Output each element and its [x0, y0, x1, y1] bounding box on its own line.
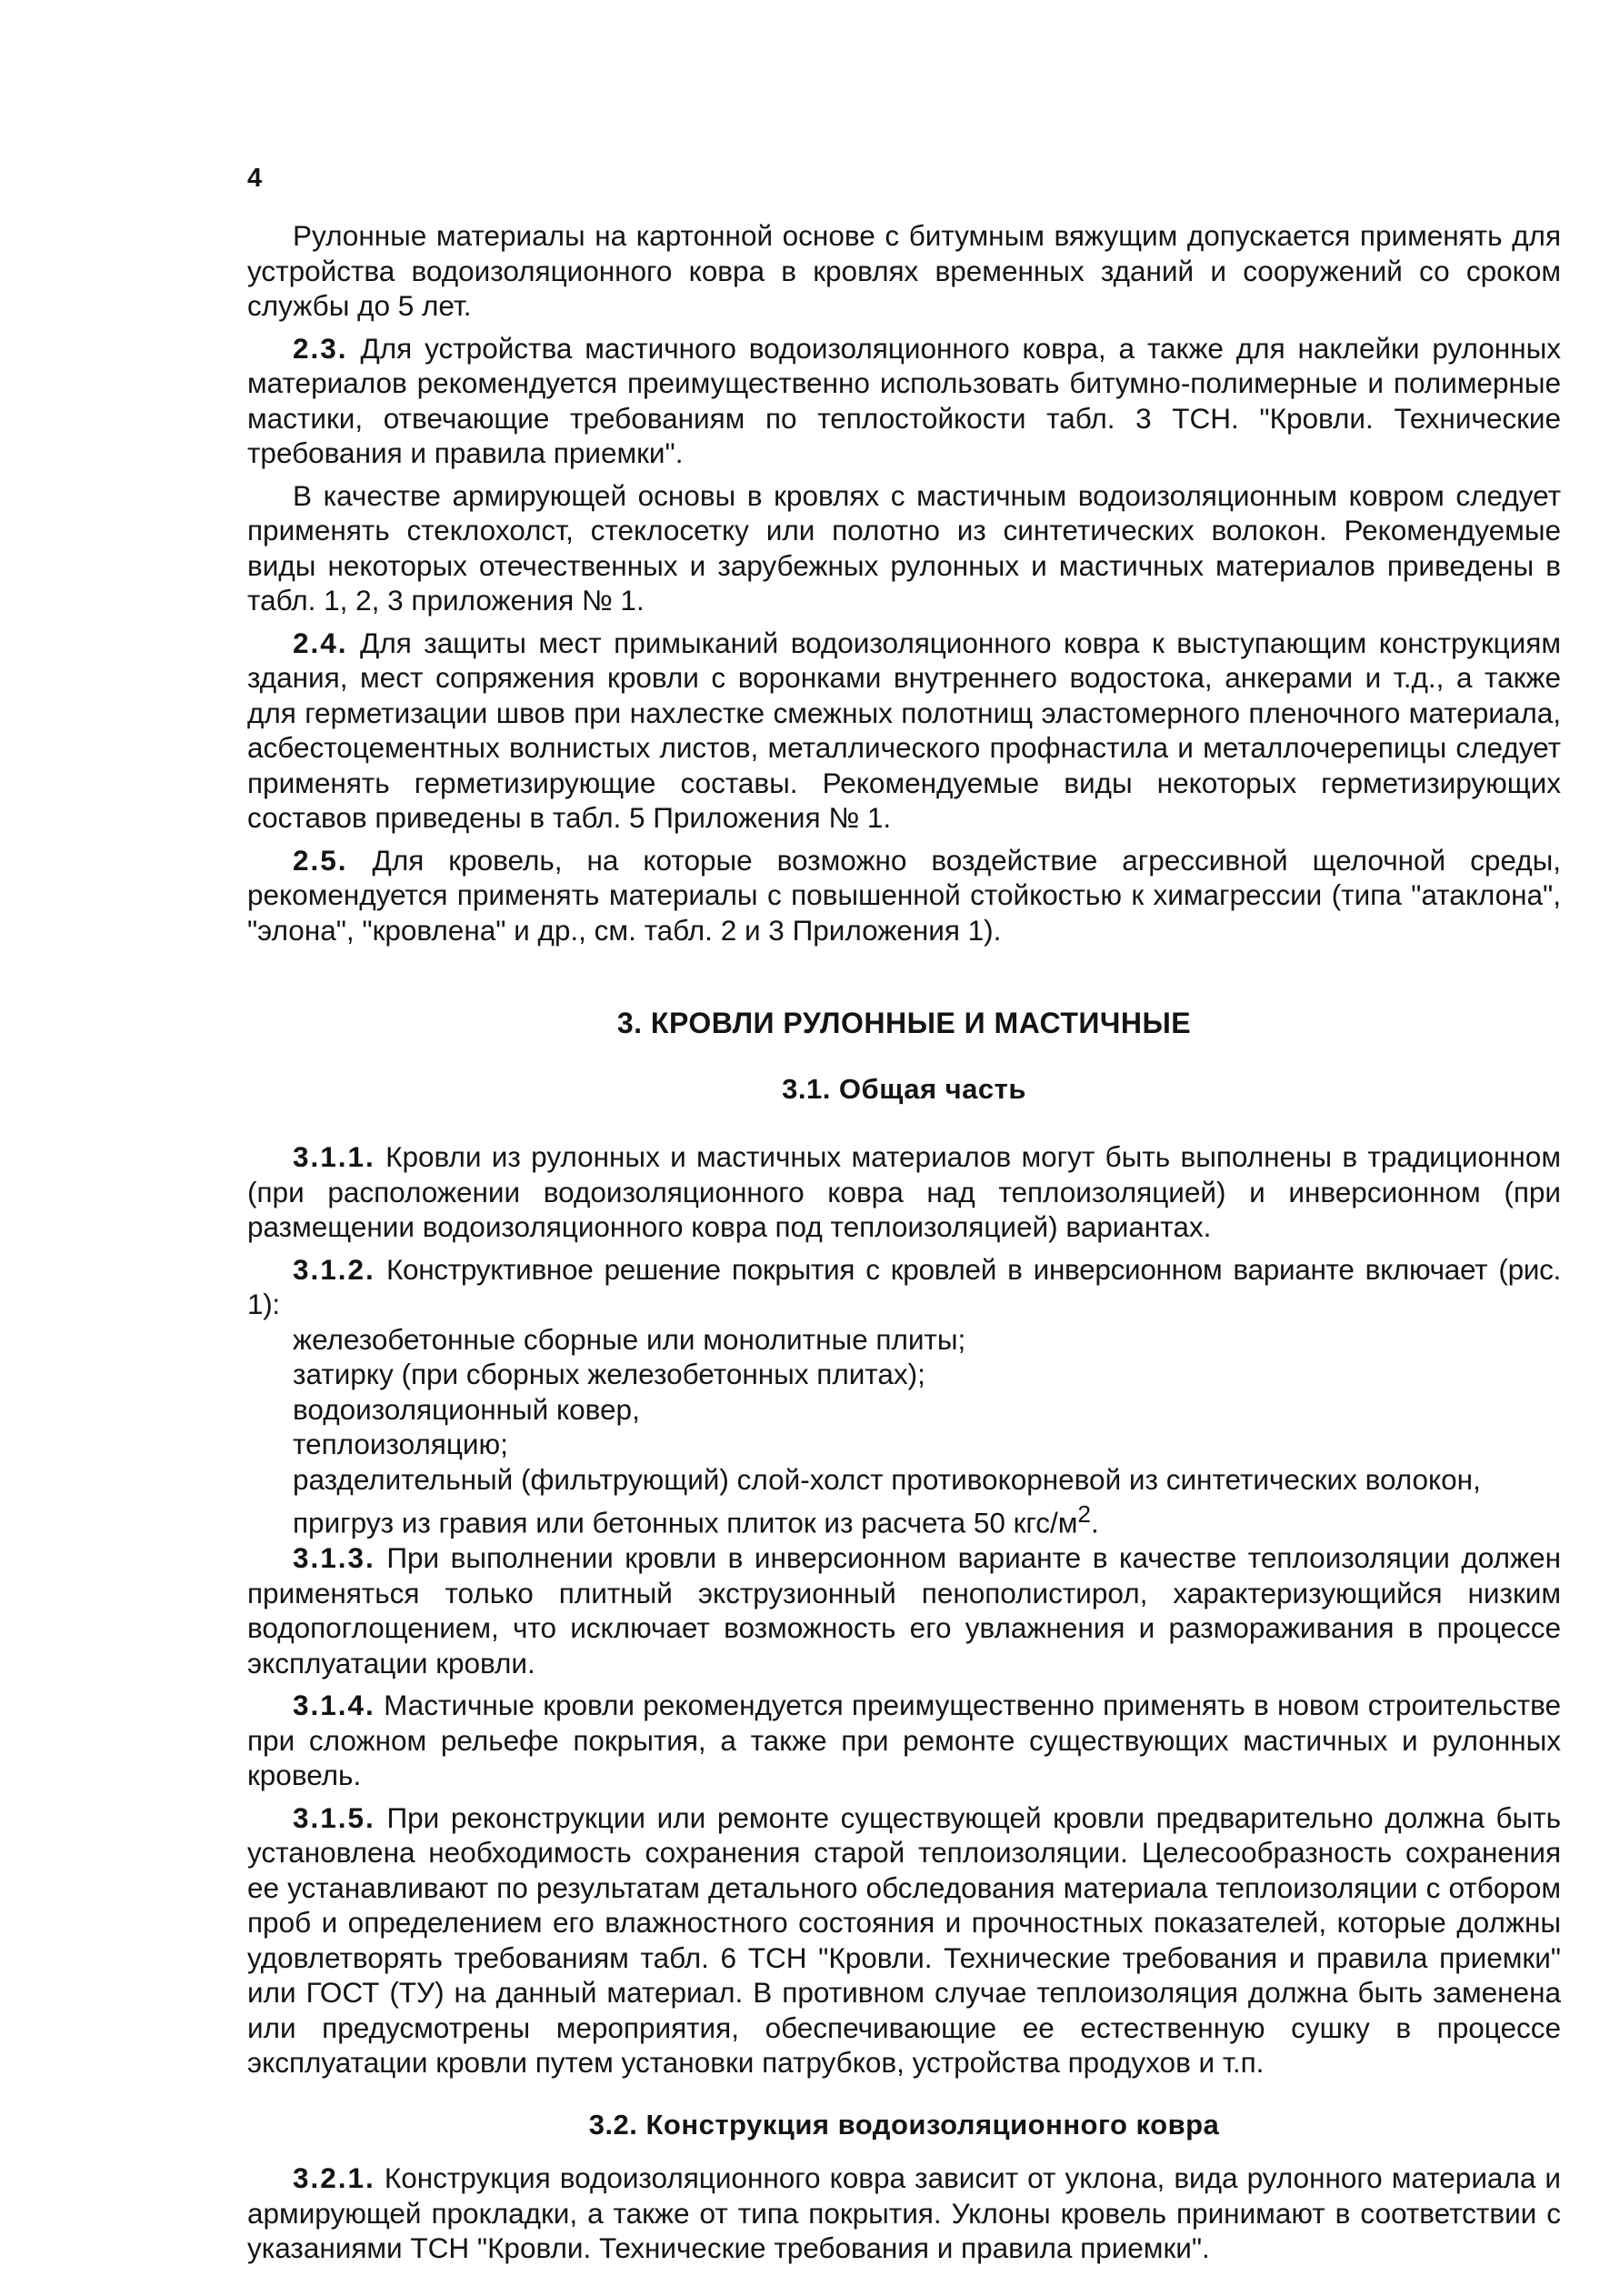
superscript: 2	[1077, 1500, 1091, 1528]
clause-number: 3.1.2.	[293, 1252, 375, 1286]
paragraph-reinforcing-base: В качестве армирующей основы в кровлях с мастичным водоизоляционным ковром следует применять стеклохолст, стеклосетку или полотно из синтетических волокон. Рекомендуемые виды некоторых отечественных и зарубежных рулонных и мастичных материалов приведены в табл. 1, 2, 3 приложения № 1.	[247, 478, 1561, 617]
paragraph-cardboard-materials: Рулонные материалы на картонной основе с битумным вяжущим допускается применять для устройства водоизоляционного ковра в кровлях временных зданий и сооружений со сроком службы до 5 лет.	[247, 219, 1561, 322]
ballast-end: .	[1090, 1506, 1099, 1539]
paragraph-2-4	[247, 626, 1561, 836]
paragraph-3-1-2	[247, 1252, 1561, 1322]
paragraph-3-1-4	[247, 1688, 1561, 1793]
clause-text: При выполнении кровли в инверсионном варианте в качестве теплоизоляции должен применяться только плитный экструзионный пенополистирол, характеризующийся низким водопоглощением, что исключает возможность его увлажнения и размораживания в процессе эксплуатации кровли.	[247, 1541, 1561, 1679]
clause-number: 3.1.1.	[293, 1140, 375, 1173]
clause-number: 2.5.	[293, 843, 348, 877]
list-item: затирку (при сборных железобетонных плитах);	[293, 1358, 925, 1390]
clause-text: Мастичные кровли рекомендуется преимущественно применять в новом строительстве при сложном рельефе покрытия, а также при ремонте существующих мастичных и рулонных кровель.	[247, 1689, 1561, 1791]
list-item: разделительный (фильтрующий) слой-холст противокорневой из синтетических волокон,	[293, 1462, 1481, 1496]
paragraph-3-1-1	[247, 1139, 1561, 1245]
page-number: 4	[247, 164, 264, 193]
list-item	[293, 1497, 1561, 1540]
subsection-3-2-heading: 3.2. Конструкция водоизоляционного ковра	[588, 2108, 1220, 2141]
section-3-heading: 3. КРОВЛИ РУЛОННЫЕ И МАСТИЧНЫЕ	[616, 1007, 1192, 1039]
clause-number: 2.3.	[293, 331, 348, 365]
clause-number: 3.1.5.	[293, 1800, 375, 1834]
clause-text: Для кровель, на которые возможно воздействие агрессивной щелочной среды, рекомендуется применять материалы с повышенной стойкостью к химагрессии (типа "атаклона", "элона", "кровлена" и др., см. табл. 2 и 3 Приложения 1).	[247, 843, 1561, 947]
clause-number: 3.1.3.	[293, 1541, 375, 1574]
ballast-text: пригруз из гравия или бетонных плиток из расчета 50 кгс/м	[293, 1506, 1078, 1539]
paragraph-2-3	[247, 331, 1561, 471]
list-item: железобетонные сборные или монолитные плиты;	[293, 1322, 966, 1356]
roof-layers-list	[247, 1322, 1561, 1541]
page-content	[247, 218, 1561, 2266]
paragraph-3-1-3	[247, 1540, 1561, 1680]
subsection-3-1-heading: 3.1. Общая часть	[782, 1072, 1026, 1105]
paragraph-3-2-1	[247, 2161, 1561, 2266]
clause-text: При реконструкции или ремонте существующей кровли предварительно должна быть установлена необходимость сохранения старой теплоизоляции. Целесообразность сохранения ее устанавливают по результатам детального обследования материала теплоизоляции с отбором проб и определением его влажностного состояния и прочностных показателей, которые должны удовлетворять требованиям табл. 6 ТСН "Кровли. Технические требования и правила приемки" или ГОСТ (ТУ) на данный материал. В противном случае теплоизоляция должна быть заменена или предусмотрены мероприятия, обеспечивающие ее естественную сушку в процессе эксплуатации кровли путем установки патрубков, устройства продухов и т.п.	[247, 1800, 1561, 2079]
clause-text: Для устройства мастичного водоизоляционного ковра, а также для наклейки рулонных материалов рекомендуется преимущественно использовать битумно-полимерные и полимерные мастики, отвечающие требованиям по теплостойкости табл. 3 ТСН. "Кровли. Технические требования и правила приемки".	[247, 331, 1561, 469]
list-item: водоизоляционный ковер,	[293, 1392, 640, 1426]
paragraph-3-1-5	[247, 1800, 1561, 2080]
clause-text: Кровли из рулонных и мастичных материалов могут быть выполнены в традиционном (при расположении водоизоляционного ковра над теплоизоляцией) и инверсионном (при размещении водоизоляционного ковра под теплоизоляцией) вариантах.	[247, 1140, 1561, 1243]
clause-number: 3.1.4.	[293, 1689, 375, 1721]
clause-number: 2.4.	[293, 626, 348, 659]
list-item: теплоизоляцию;	[293, 1428, 508, 1460]
paragraph-2-5	[247, 843, 1561, 948]
clause-text: Для защиты мест примыканий водоизоляционного ковра к выступающим конструкциям здания, мест сопряжения кровли с воронками внутреннего водостока, анкерами и т.д., а также для герметизации швов при нахлестке смежных полотнищ эластомерного пленочного материала, асбестоцементных волнистых листов, металлического профнастила и металлочерепицы следует применять герметизирующие составы. Рекомендуемые виды некоторых герметизирующих составов приведены в табл. 5 Приложения № 1.	[247, 626, 1561, 834]
clause-text: Конструкция водоизоляционного ковра зависит от уклона, вида рулонного материала и армирующей прокладки, а также от типа покрытия. Уклоны кровель принимают в соответствии с указаниями ТСН "Кровли. Технические требования и правила приемки".	[247, 2161, 1561, 2264]
clause-number: 3.2.1.	[293, 2161, 375, 2194]
clause-text: Конструктивное решение покрытия с кровлей в инверсионном варианте включает (рис. 1):	[247, 1252, 1562, 1320]
